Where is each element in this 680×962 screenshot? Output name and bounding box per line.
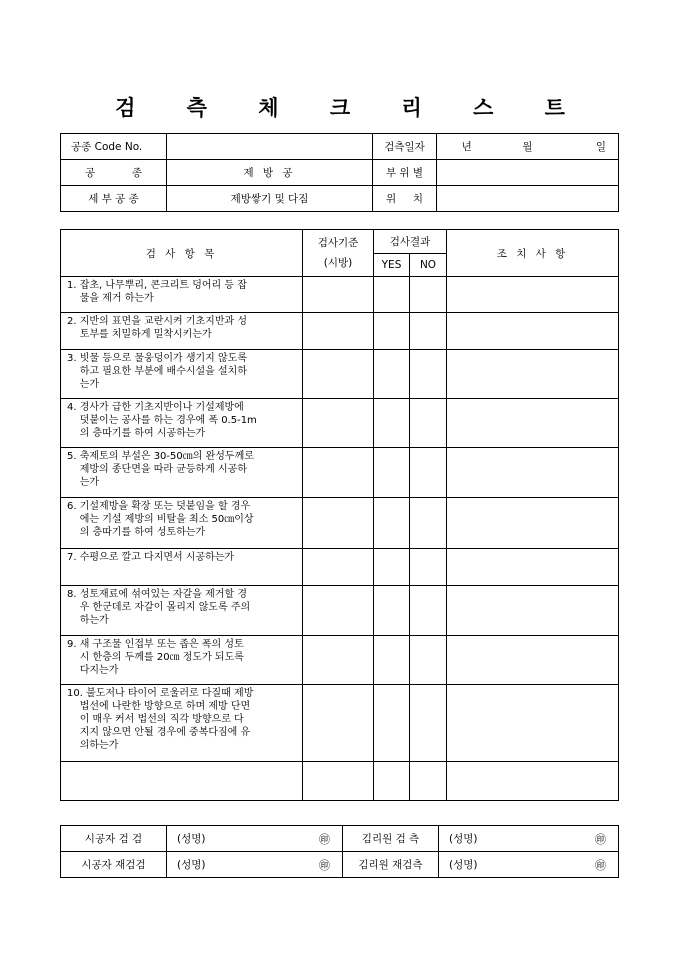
action-cell[interactable] [447,399,619,448]
year-label[interactable]: 년 [437,134,497,160]
contractor-rename-field[interactable]: (성명) [167,852,287,878]
checklist-item-text: 6. 기설제방을 확장 또는 덧붙임을 할 경우 에는 기설 제방의 비탈을 최소 50㎝이상 의 층따기를 하여 성토하는가 [61,498,303,549]
part-value[interactable] [437,160,619,186]
action-cell[interactable] [447,448,619,498]
checklist-blank-row [61,762,619,801]
sub-work-type-value[interactable]: 제방쌓기 및 다짐 [167,186,373,212]
col-result-header: 검사결과 [374,230,447,254]
yes-cell[interactable] [374,685,410,762]
work-type-value[interactable]: 제 방 공 [167,160,373,186]
work-type-label: 공 종 [61,160,167,186]
checklist-item-text: 10. 불도저나 타이어 로울러로 다질때 제방 법선에 나란한 방향으로 하며 제방 단면 이 매우 커서 법선의 직각 방향으로 다 지지 않으면 안될 경우에 중복다짐에 유 의하는가 [61,685,303,762]
standard-cell[interactable] [303,277,374,313]
checklist-row [61,586,619,636]
checklist-row [61,549,619,586]
seal-icon: ㊞ [559,826,619,852]
standard-cell[interactable] [303,448,374,498]
action-cell[interactable] [447,549,619,586]
checklist-row [61,448,619,498]
checklist-item-text: 9. 새 구조물 인접부 또는 좁은 폭의 성토 시 한층의 두께를 20㎝ 정도가 되도록 다지는가 [61,636,303,685]
checklist-item-text: 7. 수평으로 깔고 다지면서 시공하는가 [61,549,303,586]
contractor-inspection-label: 시공자 검 검 [61,826,167,852]
seal-icon: ㊞ [287,826,343,852]
standard-cell[interactable] [303,636,374,685]
checklist-row [61,685,619,762]
yes-cell[interactable] [374,350,410,399]
signature-row [61,852,619,878]
no-cell[interactable] [410,277,447,313]
action-cell[interactable] [447,498,619,549]
supervisor-rename-field[interactable]: (성명) [439,852,559,878]
no-cell[interactable] [410,498,447,549]
standard-cell[interactable] [303,399,374,448]
col-action-header: 조 치 사 항 [447,230,619,277]
yes-cell[interactable] [374,636,410,685]
checklist-items [61,277,619,801]
no-cell[interactable] [410,762,447,801]
yes-cell[interactable] [374,498,410,549]
no-cell[interactable] [410,350,447,399]
no-cell[interactable] [410,636,447,685]
header-row [61,186,619,212]
supervisor-name-field[interactable]: (성명) [439,826,559,852]
header-row [61,160,619,186]
day-label[interactable]: 일 [559,134,619,160]
checklist-row [61,350,619,399]
contractor-reinspection-label: 시공자 재검검 [61,852,167,878]
standard-cell[interactable] [303,313,374,350]
part-label: 부 위 별 [373,160,437,186]
location-label: 위 치 [373,186,437,212]
standard-cell[interactable] [303,762,374,801]
checklist-item-text: 3. 빗물 등으로 물웅덩이가 생기지 않도록 하고 필요한 부분에 배수시설을 설치하 는가 [61,350,303,399]
yes-cell[interactable] [374,313,410,350]
inspection-date-label: 검측일자 [373,134,437,160]
location-value[interactable] [437,186,619,212]
col-standard-header [303,230,374,277]
no-cell[interactable] [410,586,447,636]
no-cell[interactable] [410,448,447,498]
yes-cell[interactable] [374,762,410,801]
yes-cell[interactable] [374,399,410,448]
col-standard-line2: (시방) [323,257,353,269]
header-table [60,133,619,212]
checklist-item-text: 5. 축제토의 부설은 30-50㎝의 완성두께로 제방의 종단면을 따라 균등하게 시공하 는가 [61,448,303,498]
standard-cell[interactable] [303,350,374,399]
checklist-row [61,399,619,448]
action-cell[interactable] [447,586,619,636]
sub-work-type-label: 세 부 공 종 [61,186,167,212]
page-title: 검 측 체 크 리 스 트 [115,95,587,120]
supervisor-inspection-label: 김리원 검 측 [343,826,439,852]
month-label[interactable]: 월 [497,134,559,160]
checklist-row [61,498,619,549]
no-cell[interactable] [410,399,447,448]
action-cell[interactable] [447,685,619,762]
action-cell[interactable] [447,350,619,399]
checklist-row [61,277,619,313]
yes-cell[interactable] [374,448,410,498]
no-cell[interactable] [410,685,447,762]
checklist-header-row [61,230,619,254]
col-no-header: NO [410,254,447,277]
signature-table [60,825,619,878]
checklist-table [60,229,619,801]
checklist-row [61,313,619,350]
standard-cell[interactable] [303,498,374,549]
seal-icon: ㊞ [559,852,619,878]
yes-cell[interactable] [374,549,410,586]
checklist-item-text: 1. 잡초, 나무뿌리, 콘크리트 덩어리 등 잡 물을 제거 하는가 [61,277,303,313]
code-value[interactable] [167,134,373,160]
no-cell[interactable] [410,549,447,586]
supervisor-reinspection-label: 김리원 재검측 [343,852,439,878]
col-yes-header: YES [374,254,410,277]
checklist-item-text: 2. 지반의 표면을 교란시켜 기초지반과 성 토부를 치밀하게 밀착시키는가 [61,313,303,350]
checklist-item-text [61,762,303,801]
signature-row [61,826,619,852]
action-cell[interactable] [447,762,619,801]
checklist-item-text: 4. 경사가 급한 기초지반이나 기설제방에 덧붙이는 공사를 하는 경우에 폭 0.5-1m 의 층따기를 하여 시공하는가 [61,399,303,448]
checklist-item-text: 8. 성토재료에 섞여있는 자갈을 제거할 경 우 한군데로 자갈이 몰리지 않도록 주의 하는가 [61,586,303,636]
code-label: 공종 Code No. [61,134,167,160]
col-item-header: 검 사 항 목 [61,230,303,277]
contractor-name-field[interactable]: (성명) [167,826,287,852]
yes-cell[interactable] [374,586,410,636]
checklist-row [61,636,619,685]
standard-cell[interactable] [303,549,374,586]
header-row [61,134,619,160]
no-cell[interactable] [410,313,447,350]
standard-cell[interactable] [303,685,374,762]
seal-icon: ㊞ [287,852,343,878]
standard-cell[interactable] [303,586,374,636]
action-cell[interactable] [447,636,619,685]
col-standard-line1: 검사기준 [317,237,359,249]
yes-cell[interactable] [374,277,410,313]
action-cell[interactable] [447,277,619,313]
action-cell[interactable] [447,313,619,350]
